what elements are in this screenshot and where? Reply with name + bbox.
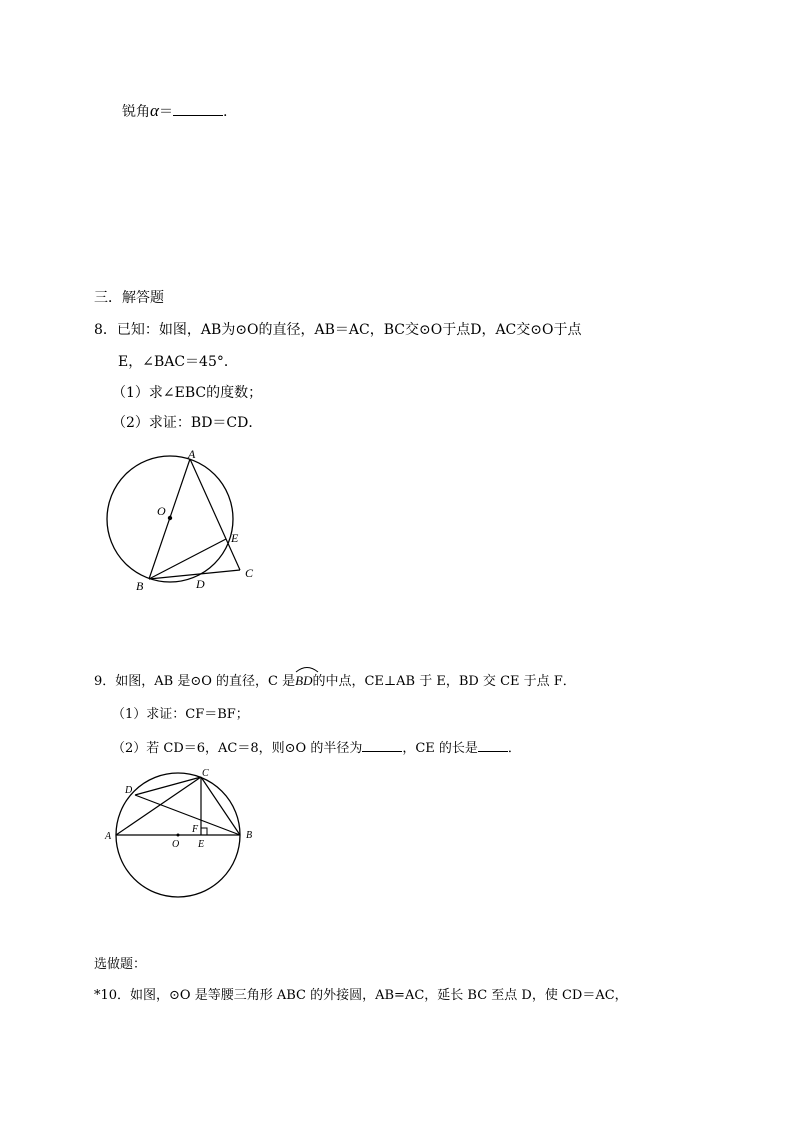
q7-answer-line (122, 101, 227, 121)
q8-line1 (94, 321, 581, 339)
q9-ce-blank[interactable] (478, 737, 508, 752)
q8-part1: （1）求∠EBC的度数； (112, 385, 263, 401)
alpha-symbol: α (150, 101, 159, 120)
q8-center-point (168, 516, 172, 520)
q7-answer-blank[interactable] (173, 101, 223, 116)
section-heading: 三．解答题 (94, 290, 164, 306)
optional-heading: 选做题： (94, 957, 147, 972)
q8-part2: （2）求证：BD＝CD． (112, 415, 263, 431)
q8-label-o: O (157, 504, 166, 518)
q9-label-c: C (202, 768, 209, 779)
q8-line2: E，∠BAC＝45°． (118, 354, 238, 370)
q9-part2-a: （2）若 CD＝6，AC＝8，则⊙O 的半径为 (112, 741, 363, 756)
q9-label-e: E (198, 839, 205, 850)
q9-part2-c: ． (507, 741, 521, 756)
q9-number: 9 (94, 674, 103, 689)
q9-figure (100, 765, 265, 905)
q9-part2 (112, 737, 521, 758)
q9-radius-blank[interactable] (362, 737, 402, 752)
q8-number: 8 (94, 322, 103, 338)
q9-right-angle-mark (201, 828, 207, 835)
q9-text-b: 的中点，CE⊥AB 于 E，BD 交 CE 于点 F． (312, 674, 576, 689)
q9-arc (295, 672, 312, 691)
q8-text-line1: ．已知：如图，AB为⊙O的直径，AB＝AC，BC交⊙O于点D，AC交⊙O于点 (102, 322, 582, 338)
q8-label-e: E (231, 531, 239, 545)
q9-label-f: F (192, 824, 199, 835)
q8-figure (100, 445, 270, 595)
q9-label-b: B (246, 830, 253, 841)
q7-period: . (222, 104, 228, 120)
q8-label-b: B (136, 579, 144, 593)
q10-line1: *10．如图，⊙O 是等腰三角形 ABC 的外接圆，AB=AC，延长 BC 至点 D，使 CD＝AC， (94, 988, 628, 1003)
q8-label-d: D (196, 577, 205, 591)
q9-text-a: ．如图，AB 是⊙O 的直径，C 是 (102, 674, 296, 689)
q9-label-d: D (125, 785, 133, 796)
q9-label-a: A (105, 831, 112, 842)
arc-symbol-icon (295, 665, 319, 673)
q7-prefix: 锐角 (122, 104, 150, 120)
q8-label-a: A (188, 447, 196, 461)
q9-segment-dc (135, 777, 201, 795)
q9-label-o: O (172, 839, 180, 850)
q9-segment-cb (201, 777, 240, 835)
equals-sign: ＝ (158, 104, 173, 120)
q9-part2-b: ，CE 的长是 (402, 741, 478, 756)
q9-center-point (177, 834, 180, 837)
q9-arc-label: BD (295, 673, 313, 688)
q9-segment-db (135, 795, 240, 835)
q9-part1: （1）求证：CF＝BF； (112, 707, 249, 722)
q8-label-c: C (245, 566, 254, 580)
q9-line1 (94, 672, 576, 691)
